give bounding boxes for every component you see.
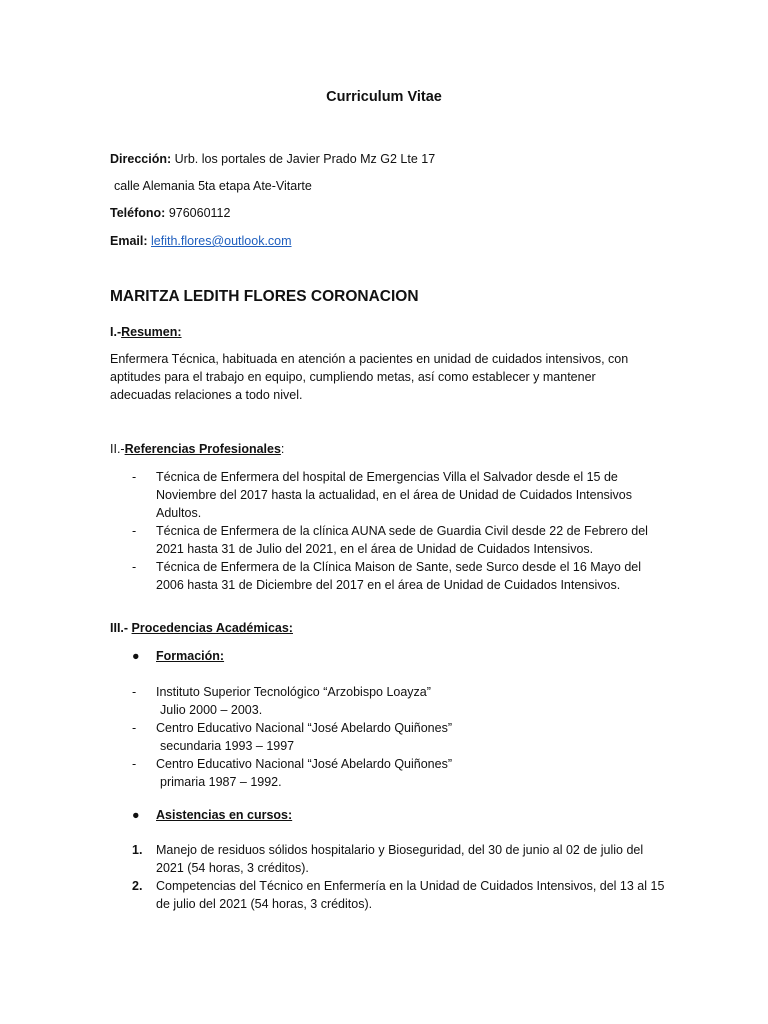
list-item bbox=[110, 468, 670, 522]
summary-text: Enfermera Técnica, habituada en atención a pacientes en unidad de cuidados intensivos, con aptitudes para el trabajo en equipo, cumpliendo metas, así como establecer y mantener adecuadas relaciones a todo nivel. bbox=[110, 352, 629, 402]
bullet-marker: ● bbox=[132, 808, 140, 822]
course-number: 2. bbox=[132, 879, 143, 893]
summary-title: Resumen: bbox=[121, 325, 182, 339]
reference-text: Técnica de Enfermera del hospital de Emergencias Villa el Salvador desde el 15 de Noviembre del 2017 hasta la actualidad, en el área de Unidad de Cuidados Intensivos Adultos. bbox=[156, 470, 633, 520]
dash-marker: - bbox=[132, 560, 137, 574]
references-colon: : bbox=[280, 442, 285, 456]
formation-list bbox=[110, 683, 670, 791]
address-label: Dirección: bbox=[110, 152, 172, 166]
academic-title: Procedencias Académicas: bbox=[131, 621, 293, 635]
courses-heading bbox=[110, 806, 292, 824]
phone-line bbox=[110, 204, 230, 222]
list-item bbox=[110, 719, 670, 755]
formation-name: Instituto Superior Tecnológico “Arzobispo Loayza” bbox=[156, 685, 431, 699]
phone-value: 976060112 bbox=[168, 206, 231, 220]
formation-detail: Julio 2000 – 2003. bbox=[160, 703, 263, 717]
courses-list bbox=[110, 841, 670, 913]
email-line bbox=[110, 232, 292, 250]
references-number: II.- bbox=[110, 442, 125, 456]
summary-heading bbox=[110, 323, 182, 341]
reference-text: Técnica de Enfermera de la clínica AUNA sede de Guardia Civil desde 22 de Febrero del 2021 hasta 31 de Julio del 2021, en el área de Unidad de Cuidados Intensivos. bbox=[156, 524, 648, 556]
dash-marker: - bbox=[132, 685, 137, 699]
course-number: 1. bbox=[132, 843, 143, 857]
formation-detail: primaria 1987 – 1992. bbox=[160, 775, 282, 789]
formation-detail: secundaria 1993 – 1997 bbox=[160, 739, 295, 753]
phone-label: Teléfono: bbox=[110, 206, 166, 220]
dash-marker: - bbox=[132, 470, 137, 484]
course-text: Manejo de residuos sólidos hospitalario y Bioseguridad, del 30 de junio al 02 de julio del 2021 (54 horas, 3 créditos). bbox=[156, 843, 644, 875]
list-item bbox=[110, 558, 670, 594]
references-title: Referencias Profesionales bbox=[124, 442, 281, 456]
formation-title: Formación: bbox=[156, 649, 225, 663]
dash-marker: - bbox=[132, 721, 137, 735]
academic-number: III.- bbox=[110, 621, 129, 635]
formation-name: Centro Educativo Nacional “José Abelardo Quiñones” bbox=[156, 721, 453, 735]
list-item bbox=[110, 877, 670, 913]
bullet-marker: ● bbox=[132, 649, 140, 663]
document-title: Curriculum Vitae bbox=[326, 89, 442, 105]
address-value-1: Urb. los portales de Javier Prado Mz G2 Lte 17 bbox=[174, 152, 436, 166]
list-item bbox=[110, 522, 670, 558]
email-label: Email: bbox=[110, 234, 148, 248]
formation-name: Centro Educativo Nacional “José Abelardo Quiñones” bbox=[156, 757, 453, 771]
dash-marker: - bbox=[132, 757, 137, 771]
email-link[interactable]: lefith.flores@outlook.com bbox=[151, 234, 292, 248]
dash-marker: - bbox=[132, 524, 137, 538]
person-name: MARITZA LEDITH FLORES CORONACION bbox=[110, 288, 419, 305]
academic-heading bbox=[110, 619, 293, 637]
reference-text: Técnica de Enfermera de la Clínica Maison de Sante, sede Surco desde el 16 Mayo del 2006 hasta 31 de Diciembre del 2017 en el área de Unidad de Cuidados Intensivos. bbox=[156, 560, 641, 592]
course-text: Competencias del Técnico en Enfermería en la Unidad de Cuidados Intensivos, del 13 al 15 de julio del 2021 (54 horas, 3 créditos). bbox=[156, 879, 665, 911]
list-item bbox=[110, 683, 670, 719]
list-item bbox=[110, 755, 670, 791]
list-item bbox=[110, 841, 670, 877]
address-line-2: calle Alemania 5ta etapa Ate-Vitarte bbox=[114, 179, 312, 193]
address-line-1 bbox=[110, 150, 435, 168]
formation-heading bbox=[110, 647, 224, 665]
courses-title: Asistencias en cursos: bbox=[156, 808, 293, 822]
references-list bbox=[110, 468, 670, 594]
summary-number: I.- bbox=[110, 325, 122, 339]
references-heading bbox=[110, 440, 284, 458]
